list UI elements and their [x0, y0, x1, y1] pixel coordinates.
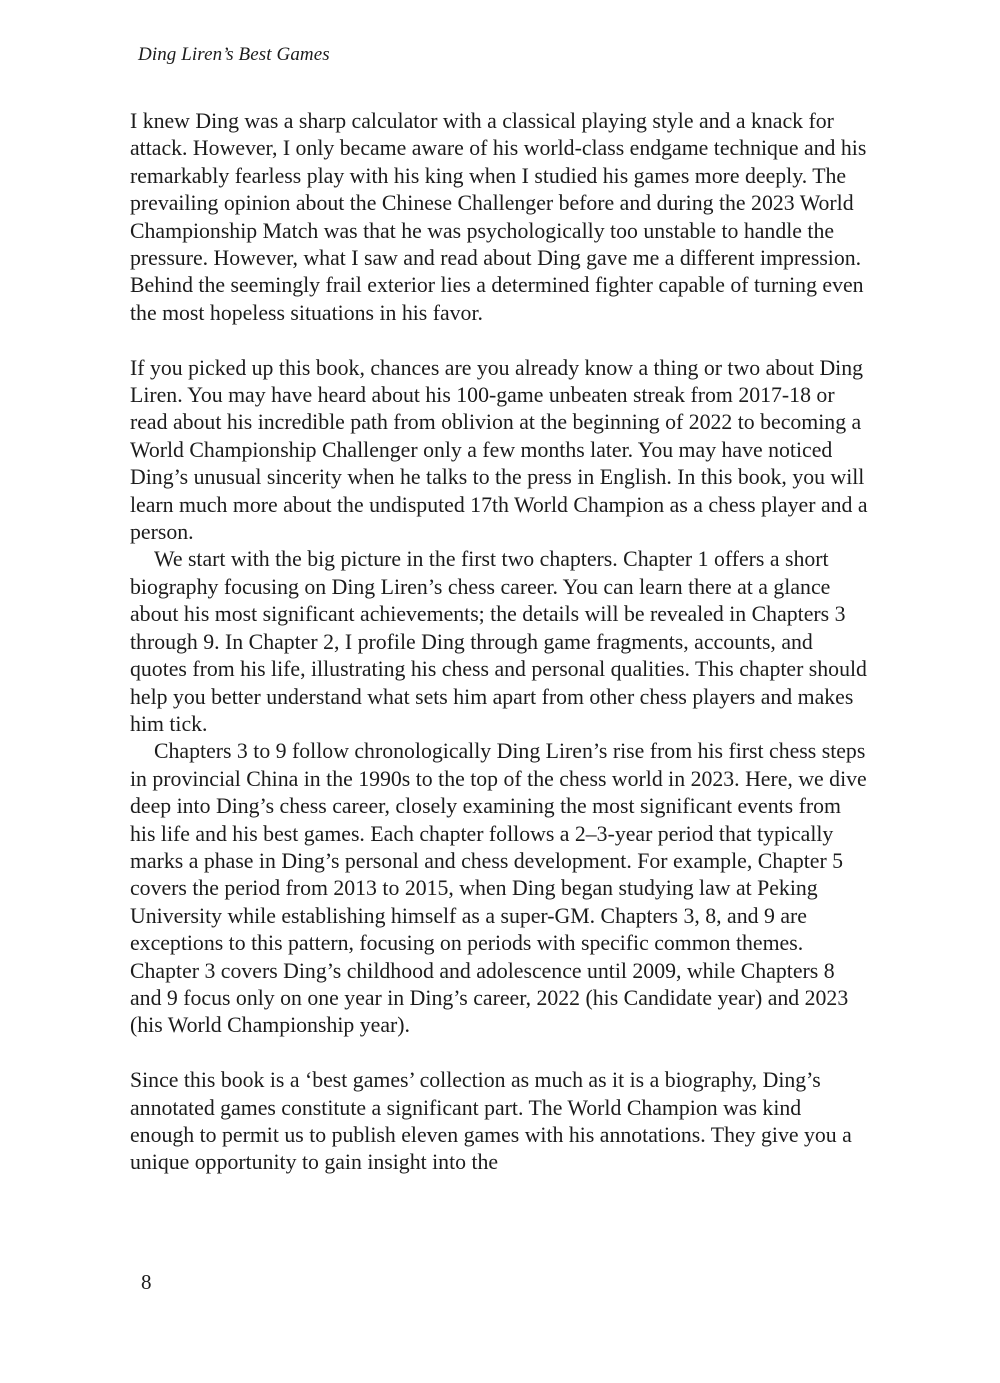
paragraph-chapters-3-to-9: Chapters 3 to 9 follow chronologically Ding Liren’s rise from his first chess steps in provincial China in the 1990s to the top of the chess world in 2023. Here, we dive deep into Ding’s chess career, closely examining the most significant events from his life and his best games. Each chapter follows a 2–3-year period that typically marks a phase in Ding’s personal and chess development. For example, Chapter 5 covers the period from 2013 to 2015, when Ding began studying law at Peking University while establishing himself as a super-GM. Chapters 3, 8, and 9 are exceptions to this pattern, focusing on periods with specific common themes. Chapter 3 covers Ding’s childhood and adolescence until 2009, while Chapters 8 and 9 focus only on one year in Ding’s career, 2022 (his Candidate year) and 2023 (his World Championship year). — [130, 739, 867, 1038]
paragraph-intro: I knew Ding was a sharp calculator with a classical playing style and a knack for attack. However, I only became aware of his world-class endgame technique and his remarkably fearless play with his king when I studied his games more deeply. The prevailing opinion about the Chinese Challenger before and during the 2023 World Championship Match was that he was psychologically too unstable to handle the pressure. However, what I saw and read about Ding gave me a different impression. Behind the seemingly frail exterior lies a determined fighter capable of turning even the most hopeless situations in his favor. — [130, 109, 867, 325]
paragraph-best-games-collection: Since this book is a ‘best games’ collection as much as it is a biography, Ding’s annotated games constitute a significant part. The World Champion was kind enough to permit us to publish eleven games with his annotations. They give you a unique opportunity to gain insight into the — [130, 1068, 852, 1175]
paragraph-picked-up-book: If you picked up this book, chances are you already know a thing or two about Ding Liren. You may have heard about his 100-game unbeaten streak from 2017-18 or read about his incredible path from oblivion at the beginning of 2022 to becoming a World Championship Challenger only a few months later. You may have noticed Ding’s unusual sincerity when he talks to the press in English. In this book, you will learn much more about the undisputed 17th World Champion as a chess player and a person. — [130, 355, 868, 545]
paragraph-big-picture: We start with the big picture in the first two chapters. Chapter 1 offers a short biography focusing on Ding Liren’s chess career. You can learn there at a glance about his most significant achievements; the details will be revealed in Chapters 3 through 9. In Chapter 2, I profile Ding through game fragments, accounts, and quotes from his life, illustrating his chess and personal qualities. This chapter should help you better understand what sets him apart from other chess players and makes him tick. — [130, 547, 867, 736]
body-text — [130, 108, 870, 1177]
running-head: Ding Liren’s Best Games — [138, 44, 330, 65]
page-number: 8 — [141, 1270, 152, 1294]
